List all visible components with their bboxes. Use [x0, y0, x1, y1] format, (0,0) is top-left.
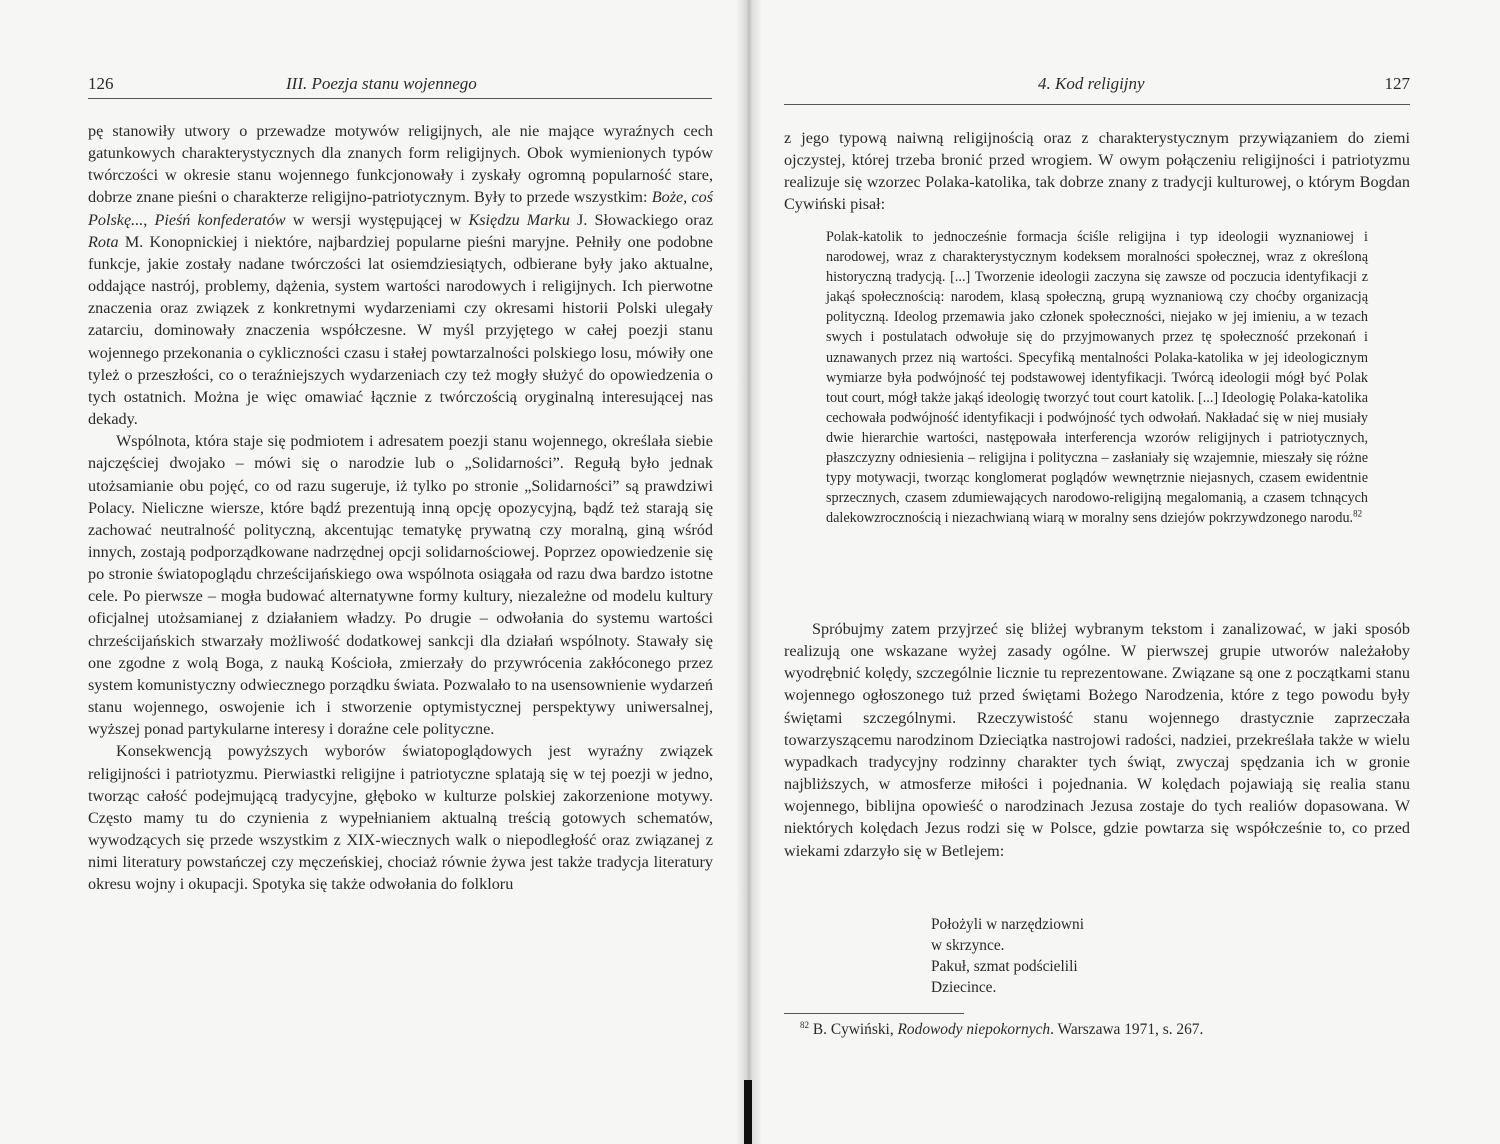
- quote-body: Polak-katolik to jednocześnie formacja ściśle religijna i typ ideologii wyznaniowej i narodowej, wraz z charakterystycznym kodeksem moralności społecznej, wraz z określoną historyczną tradycją. [...] Tworzenie ideologii zaczyna się zawsze od poczucia identyfikacji z jakąś społecznością: narodem, klasą społeczną, grupą wyznaniową czy choćby organizacją polityczną. Ideolog przemawia jako członek społeczności, niejako w jej imieniu, a w tezach swych i postulatach odwołuje się do przyjmowanych przez tę społeczność przekonań i uznawanych przez nią wartości. Specyfiką mentalności Polaka-katolika w jej ideologicznym wymiarze była podwójność tej podstawowej identyfikacji. Twórcą ideologii mógł być Polak tout court, mógł także jakąś ideologię tworzyć tout court katolik. [...] Ideologię Polaka-katolika cechowała podwójność identyfikacji i podwójność tych odwołań. Nakładać się w niej musiały dwie hierarchie wartości, następowała interferencja wzorów religijnych i patriotycznych, płaszczyzny odniesienia – religijna i polityczna – zasłaniały się wzajemnie, mieszały się różne typy motywacji, tworząc konglomerat poglądów wewnętrznie niejasnych, czasem ewidentnie sprzecznych, czasem zdumiewających narodowo-religijną megalomanią, a czasem tchnących dalekowzrocznością i niezachwianą wiarą w moralny sens dziejów pokrzywdzonego narodu.: [826, 229, 1368, 527]
- main-paragraph-text: Spróbujmy zatem przyjrzeć się bliżej wybranym tekstom i zanalizować, w jaki sposób realizują one wskazane wyżej zasady ogólne. W pierwszej grupie utworów należałoby wyodrębnić kolędy, szczególnie licznie tu reprezentowane. Związane są one z początkami stanu wojennego ogłoszonego tuż przed świętami Bożego Narodzenia, które z tego powodu były świętami szczególnymi. Rzeczywistość stanu wojennego drastycznie zaprzeczała towarzyszącemu narodzinom Dzieciątka nastrojowi radości, nadziei, przekreślała także w wielu wypadkach tradycyjny rodzinny charakter tych świąt, zwyczaj spędzania ich w gronie najbliższych, w atmosferze miłości i pojednania. W kolędach pojawiają się realia stanu wojennego, biblijna opowieść o narodzinach Jezusa zostaje do tych realiów dopasowana. W niektórych kolędach Jezus rodzi się w Polsce, gdzie powtarza się współcześnie to, co przed wiekami zdarzyło się w Betlejem:: [784, 620, 1410, 860]
- right-main-paragraph: [784, 618, 1410, 862]
- right-header-rule: [784, 104, 1410, 105]
- right-running-head: [784, 72, 1412, 98]
- left-running-head: [88, 72, 718, 98]
- footnote-ref-82[interactable]: 82: [1353, 508, 1363, 519]
- italic-title: Boże, coś Polskę...: [88, 188, 713, 229]
- left-paragraph: [88, 740, 713, 895]
- footnote-title: Rodowody niepokornych: [897, 1021, 1051, 1038]
- italic-title: Księdzu Marku: [468, 210, 570, 229]
- quote-text: [826, 227, 1368, 528]
- text-segment: pę stanowiły utwory o przewadze motywów religijnych, ale nie mające wyraźnych cech gatunkowych charakterystycznych dla znanych form religijnych. Obok wymienionych typów twórczości w okresie stanu wojennego funkcjonowały i zyskały ogromną popularność stare, dobrze znane pieśni o charakterze religijno-patriotycznym. Były to przede wszystkim:: [88, 122, 713, 207]
- left-running-title: III. Poezja stanu wojennego: [286, 74, 477, 93]
- footnote-author: B. Cywiński,: [812, 1021, 898, 1038]
- footnote: [800, 1020, 1400, 1040]
- text-segment: M. Konopnickiej i niektóre, najbardziej popularne pieśni maryjne. Pełniły one podobne funkcje, jakie zostały nadane twórczości lat osiemdziesiątych, odbierane były jako aktualne, oddające nastrój, problemy, dążenia, system wartości narodowych i religijnych. Ich pierwotne znaczenia oraz związek z konkretnymi wydarzeniami czy okresami historii Polski ulegały zatarciu, dominowały znaczenia współczesne. W myśl przyjętego w całej poezji stanu wojennego przekonania o cykliczności czasu i stałej powtarzalności polskiego losu, mówiły one tyleż o przeszłości, co o teraźniejszych wydarzeniach czy też mogły służyć do opowiedzenia o tych ostatnich. Można je więc omawiać łącznie z twórczością oryginalną interesującej nas dekady.: [88, 232, 713, 429]
- left-body-text: [88, 120, 713, 895]
- book-gutter-shadow: [736, 0, 762, 1144]
- italic-title: Pieśń konfederatów: [154, 210, 286, 229]
- poem-line: Pakuł, szmat podścielili: [931, 958, 1078, 975]
- poem-line: Położyli w narzędziowni: [931, 916, 1085, 933]
- poem-excerpt: [931, 914, 1084, 998]
- poem-line: Dziecince.: [931, 979, 997, 996]
- text-segment: w wersji występującej w: [285, 210, 469, 229]
- text-segment: J. Słowackiego oraz: [569, 210, 714, 229]
- left-paragraph: [88, 120, 713, 430]
- right-running-title: 4. Kod religijny: [1038, 74, 1145, 93]
- footnote-rest: . Warszawa 1971, s. 267.: [1050, 1021, 1204, 1038]
- right-intro-paragraph: [784, 127, 1410, 216]
- left-page-number: 126: [88, 74, 114, 93]
- intro-text: z jego typową naiwną religijnością oraz z charakterystycznym przywiązaniem do ziemi ojczystej, której trzeba bronić przed wrogiem. W owym połączeniu religijności i patriotyzmu realizuje się wzorzec Polaka-katolika, tak dobrze znany z tradycji kulturowej, o którym Bogdan Cywiński pisał:: [784, 129, 1410, 214]
- italic-title: Rota: [88, 232, 119, 251]
- footnote-number: 82: [800, 1019, 809, 1030]
- poem-line: w skrzynce.: [931, 937, 1005, 954]
- text-segment: ,: [143, 210, 155, 229]
- left-header-rule: [88, 98, 712, 99]
- block-quote: [826, 227, 1368, 528]
- text-segment: Wspólnota, która staje się podmiotem i adresatem poezji stanu wojennego, określała siebie najczęściej dwojako – mówi się o narodzie lub o „Solidarności”. Regułą było jednak utożsamianie obu pojęć, co od razu sugeruje, iż tylko po stronie „Solidarności” są prawdziwi Polacy. Nieliczne wiersze, które bądź prezentują inną opcję opozycyjną, bądź też starają się zachować neutralność polityczną, akcentując tematykę prywatną czy moralną, giną wśród innych, zostają podporządkowane nadrzędnej opcji solidarnościowej. Poprzez opowiedzenie się po stronie światopoglądu chrześcijańskiego owa wspólnota osiągała od razu dwa bardzo istotne cele. Po pierwsze – mogła budować alternatywne formy kultury, niezależne od modelu kultury oficjalnej utożsamianej z działaniem władzy. Po drugie – odwołania do systemu wartości chrześcijańskich stwarzały możliwość dodatkowej sankcji dla działań wspólnoty. Stawały się one zgodne z wolą Boga, z nauką Kościoła, zmierzały do przywrócenia zakłóconego przez system komunistyczny odwiecznego porządku świata. Pozwalało to na usensownienie wydarzeń stanu wojennego, oswojenie ich i stworzenie optymistycznej perspektywy uniwersalnej, wyższej ponad partykularne interesy i doraźne cele polityczne.: [88, 432, 713, 739]
- book-spine-edge: [744, 1080, 752, 1144]
- footnote-rule: [784, 1013, 964, 1014]
- right-page-number: 127: [1384, 74, 1410, 93]
- left-paragraph: [88, 430, 713, 740]
- text-segment: Konsekwencją powyższych wyborów światopoglądowych jest wyraźny związek religijności i patriotyzmu. Pierwiastki religijne i patriotyczne splatają się w tej poezji w jedno, tworząc całość podejmującą tradycyjne, głęboko w kulturze polskiej zakorzenione motywy. Często mamy tu do czynienia z wypełnianiem aktualną treścią gotowych schematów, wywodzących się przede wszystkim z XIX-wiecznych walk o niepodległość oraz związanej z nimi literatury powstańczej czy męczeńskiej, chociaż równie żywa jest także tradycja literatury okresu wojny i okupacji. Spotyka się także odwołania do folkloru: [88, 742, 713, 894]
